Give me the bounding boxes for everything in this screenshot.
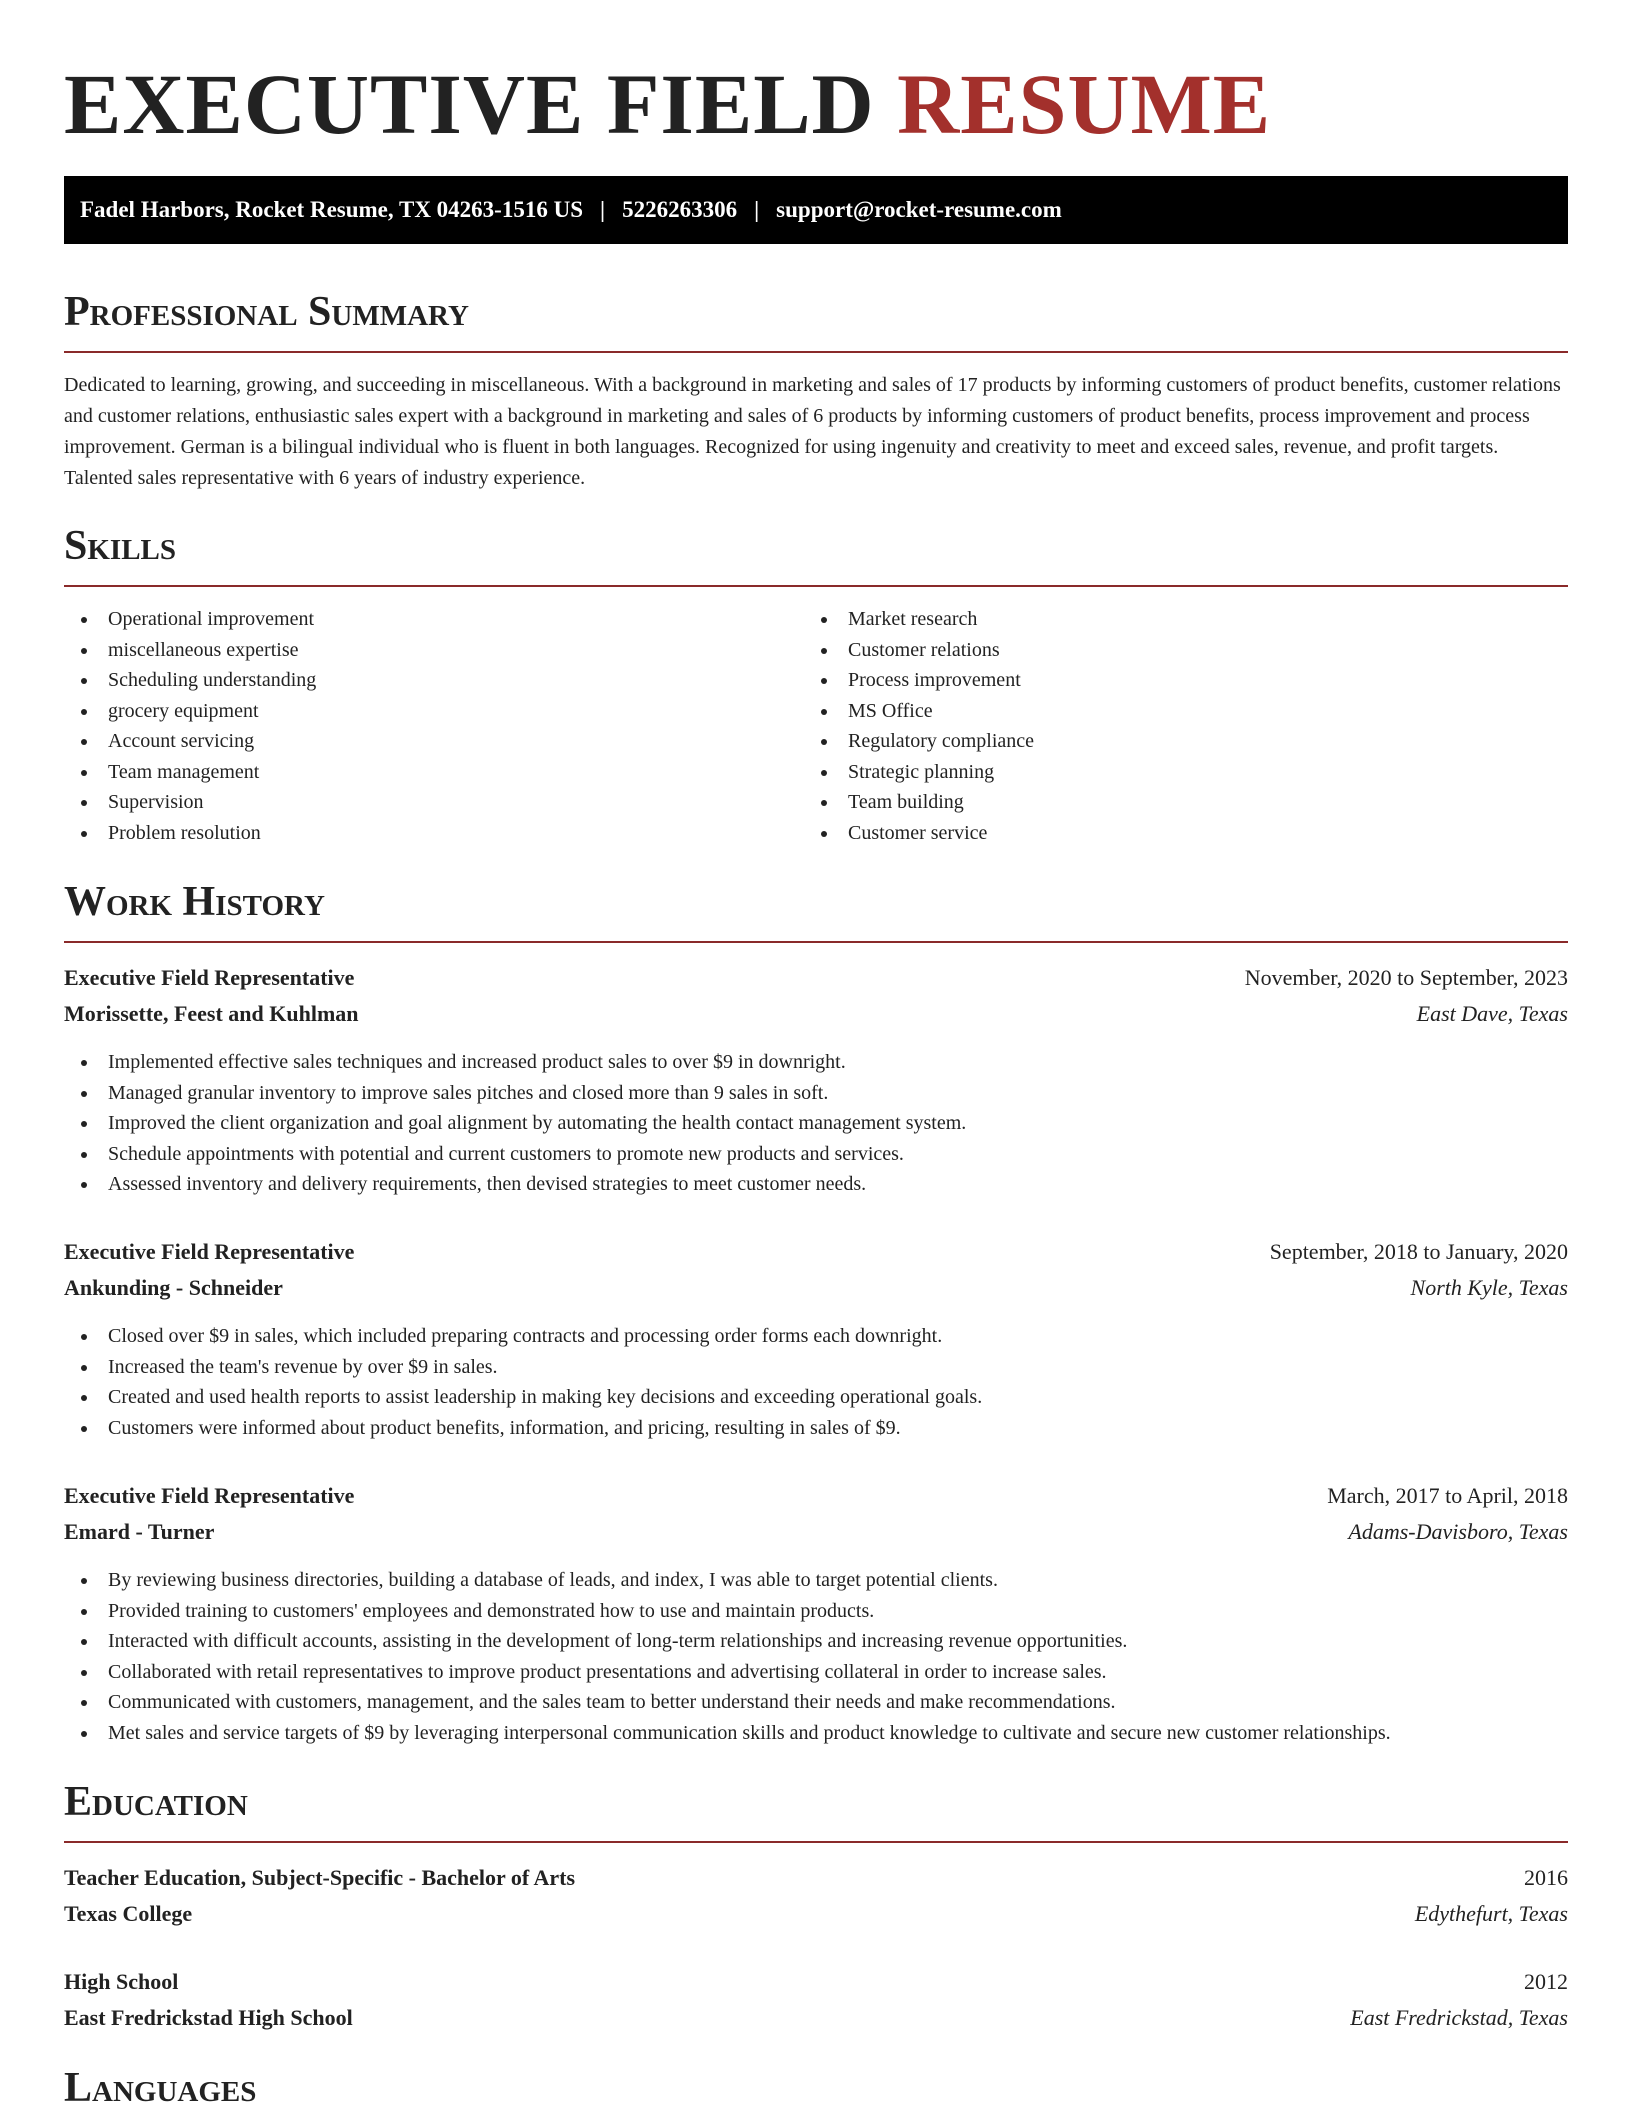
education-year: 2016	[1524, 1865, 1568, 1890]
section-divider	[64, 1841, 1568, 1843]
title-main: EXECUTIVE FIELD	[64, 56, 875, 152]
contact-email[interactable]: support@rocket-resume.com	[776, 197, 1062, 222]
job-company: Ankunding - Schneider	[64, 1275, 283, 1300]
summary-heading: Professional Summary	[64, 289, 469, 335]
skill-item: Customer relations	[804, 635, 1524, 666]
job-bullets	[64, 1321, 1568, 1443]
job-company: Morissette, Feest and Kuhlman	[64, 1001, 359, 1026]
job-location: North Kyle, Texas	[1410, 1275, 1568, 1300]
education-heading: Education	[64, 1779, 248, 1825]
title-accent: RESUME	[897, 56, 1272, 152]
job-bullets	[64, 1565, 1568, 1748]
job-bullet: Provided training to customers' employees and demonstrated how to use and maintain products.	[64, 1596, 1568, 1627]
work-history-heading: Work History	[64, 879, 325, 925]
job-bullet: Collaborated with retail representatives to improve product presentations and advertising collateral in order to increase sales.	[64, 1657, 1568, 1688]
education-school-row	[64, 2000, 1568, 2036]
skill-item: Problem resolution	[64, 818, 784, 849]
summary-text: Dedicated to learning, growing, and succeeding in miscellaneous. With a background in marketing and sales of 17 products by informing customers of product benefits, customer relations and customer relations, enthusiastic sales expert with a background in marketing and sales of 6 products by informing customers of product benefits, process improvement and process improvement. German is a bilingual individual who is fluent in both languages. Recognized for using ingenuity and creativity to meet and exceed sales, revenue, and profit targets. Talented sales representative with 6 years of industry experience.	[64, 374, 1561, 489]
job-company: Emard - Turner	[64, 1519, 215, 1544]
skills-left-column	[64, 604, 784, 848]
job-dates: November, 2020 to September, 2023	[1244, 965, 1568, 990]
contact-phone[interactable]: 5226263306	[622, 197, 738, 222]
job-title: Executive Field Representative	[64, 965, 355, 990]
education-year: 2012	[1524, 1969, 1568, 1994]
education-degree-row	[64, 1964, 1568, 2000]
job-header-row	[64, 1234, 1568, 1270]
skills-heading: Skills	[64, 523, 177, 569]
skills-right-column	[804, 604, 1524, 848]
skill-item: Regulatory compliance	[804, 726, 1524, 757]
skill-item: Strategic planning	[804, 757, 1524, 788]
job-title: Executive Field Representative	[64, 1239, 355, 1264]
education-school: East Fredrickstad High School	[64, 2005, 353, 2030]
skill-item: Market research	[804, 604, 1524, 635]
skill-item: Operational improvement	[64, 604, 784, 635]
section-divider	[64, 351, 1568, 353]
job-bullet: Created and used health reports to assist leadership in making key decisions and exceeding operational goals.	[64, 1382, 1568, 1413]
job-bullet: Assessed inventory and delivery requirements, then devised strategies to meet customer needs.	[64, 1169, 1568, 1200]
skill-item: Team management	[64, 757, 784, 788]
job-dates: September, 2018 to January, 2020	[1269, 1239, 1568, 1264]
education-degree-row	[64, 1860, 1568, 1896]
job-location: East Dave, Texas	[1416, 1001, 1568, 1026]
job-bullet: Customers were informed about product benefits, information, and pricing, resulting in sales of $9.	[64, 1413, 1568, 1444]
skill-item: MS Office	[804, 696, 1524, 727]
job-header-row	[64, 1478, 1568, 1514]
contact-separator: |	[754, 197, 760, 222]
job-bullet: By reviewing business directories, building a database of leads, and index, I was able to target potential clients.	[64, 1565, 1568, 1596]
job-bullet: Met sales and service targets of $9 by leveraging interpersonal communication skills and product knowledge to cultivate and secure new customer relationships.	[64, 1718, 1568, 1749]
job-company-row	[64, 1514, 1568, 1550]
job-header-row	[64, 960, 1568, 996]
job-bullet: Improved the client organization and goal alignment by automating the health contact management system.	[64, 1108, 1568, 1139]
job-bullet: Communicated with customers, management, and the sales team to better understand their needs and make recommendations.	[64, 1687, 1568, 1718]
section-divider	[64, 941, 1568, 943]
skill-item: Supervision	[64, 787, 784, 818]
job-bullet: Closed over $9 in sales, which included preparing contracts and processing order forms each downright.	[64, 1321, 1568, 1352]
skill-item: grocery equipment	[64, 696, 784, 727]
education-degree: High School	[64, 1969, 179, 1994]
job-dates: March, 2017 to April, 2018	[1327, 1483, 1568, 1508]
job-bullet: Schedule appointments with potential and current customers to promote new products and services.	[64, 1139, 1568, 1170]
job-bullet: Increased the team's revenue by over $9 in sales.	[64, 1352, 1568, 1383]
job-title: Executive Field Representative	[64, 1483, 355, 1508]
education-school: Texas College	[64, 1901, 193, 1926]
skill-item: Scheduling understanding	[64, 665, 784, 696]
contact-separator: |	[600, 197, 606, 222]
languages-heading: Languages	[64, 2065, 257, 2111]
skill-item: Team building	[804, 787, 1524, 818]
job-bullets	[64, 1047, 1568, 1200]
education-degree: Teacher Education, Subject-Specific - Bachelor of Arts	[64, 1865, 576, 1890]
job-bullet: Interacted with difficult accounts, assisting in the development of long-term relationships and increasing revenue opportunities.	[64, 1626, 1568, 1657]
contact-bar	[64, 176, 1568, 244]
job-company-row	[64, 1270, 1568, 1306]
resume-title	[64, 56, 1271, 152]
education-school-row	[64, 1896, 1568, 1932]
section-divider	[64, 585, 1568, 587]
job-bullet: Implemented effective sales techniques and increased product sales to over $9 in downright.	[64, 1047, 1568, 1078]
contact-address: Fadel Harbors, Rocket Resume, TX 04263-1516 US	[80, 197, 583, 222]
education-location: East Fredrickstad, Texas	[1350, 2005, 1568, 2030]
job-company-row	[64, 996, 1568, 1032]
skill-item: miscellaneous expertise	[64, 635, 784, 666]
skill-item: Account servicing	[64, 726, 784, 757]
job-bullet: Managed granular inventory to improve sales pitches and closed more than 9 sales in soft.	[64, 1078, 1568, 1109]
education-location: Edythefurt, Texas	[1414, 1901, 1568, 1926]
skill-item: Customer service	[804, 818, 1524, 849]
job-location: Adams-Davisboro, Texas	[1348, 1519, 1568, 1544]
skill-item: Process improvement	[804, 665, 1524, 696]
